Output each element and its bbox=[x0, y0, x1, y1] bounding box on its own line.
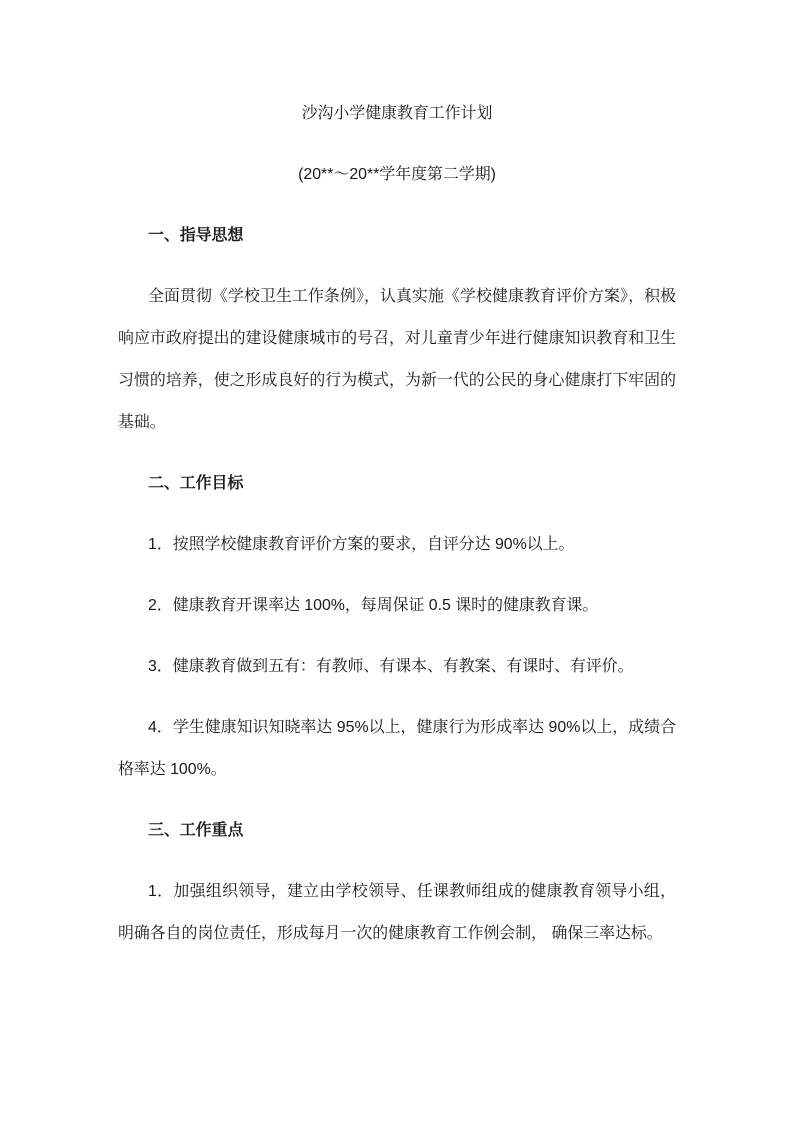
section-heading-work-focus: 三、工作重点 bbox=[148, 822, 244, 839]
list-item: 2．健康教育开课率达 100%，每周保证 0.5 课时的健康教育课。 bbox=[148, 597, 599, 614]
list-item: 1．加强组织领导，建立由学校领导、任课教师组成的健康教育领导小组，明确各自的岗位责任，形成每月一次的健康教育工作例会制， 确保三率达标。 bbox=[118, 883, 676, 942]
doc-subtitle: (20**～20**学年度第二学期) bbox=[298, 166, 496, 183]
paragraph: 全面贯彻《学校卫生工作条例》，认真实施《学校健康教育评价方案》，积极响应市政府提出的建设健康城市的号召，对儿童青少年进行健康知识教育和卫生习惯的培养，使之形成良好的行为模式，为新一代的公民的身心健康打下牢固的基础。 bbox=[118, 288, 676, 431]
section-heading-work-goals: 二、工作目标 bbox=[148, 475, 244, 492]
section-heading-guiding-ideology: 一、指导思想 bbox=[148, 227, 244, 244]
list-item: 4．学生健康知识知晓率达 95%以上，健康行为形成率达 90%以上，成绩合格率达 100%。 bbox=[118, 719, 676, 778]
list-item: 1．按照学校健康教育评价方案的要求，自评分达 90%以上。 bbox=[148, 536, 575, 553]
doc-title: 沙沟小学健康教育工作计划 bbox=[301, 105, 493, 122]
list-item: 3．健康教育做到五有：有教师、有课本、有教案、有课时、有评价。 bbox=[148, 658, 634, 675]
